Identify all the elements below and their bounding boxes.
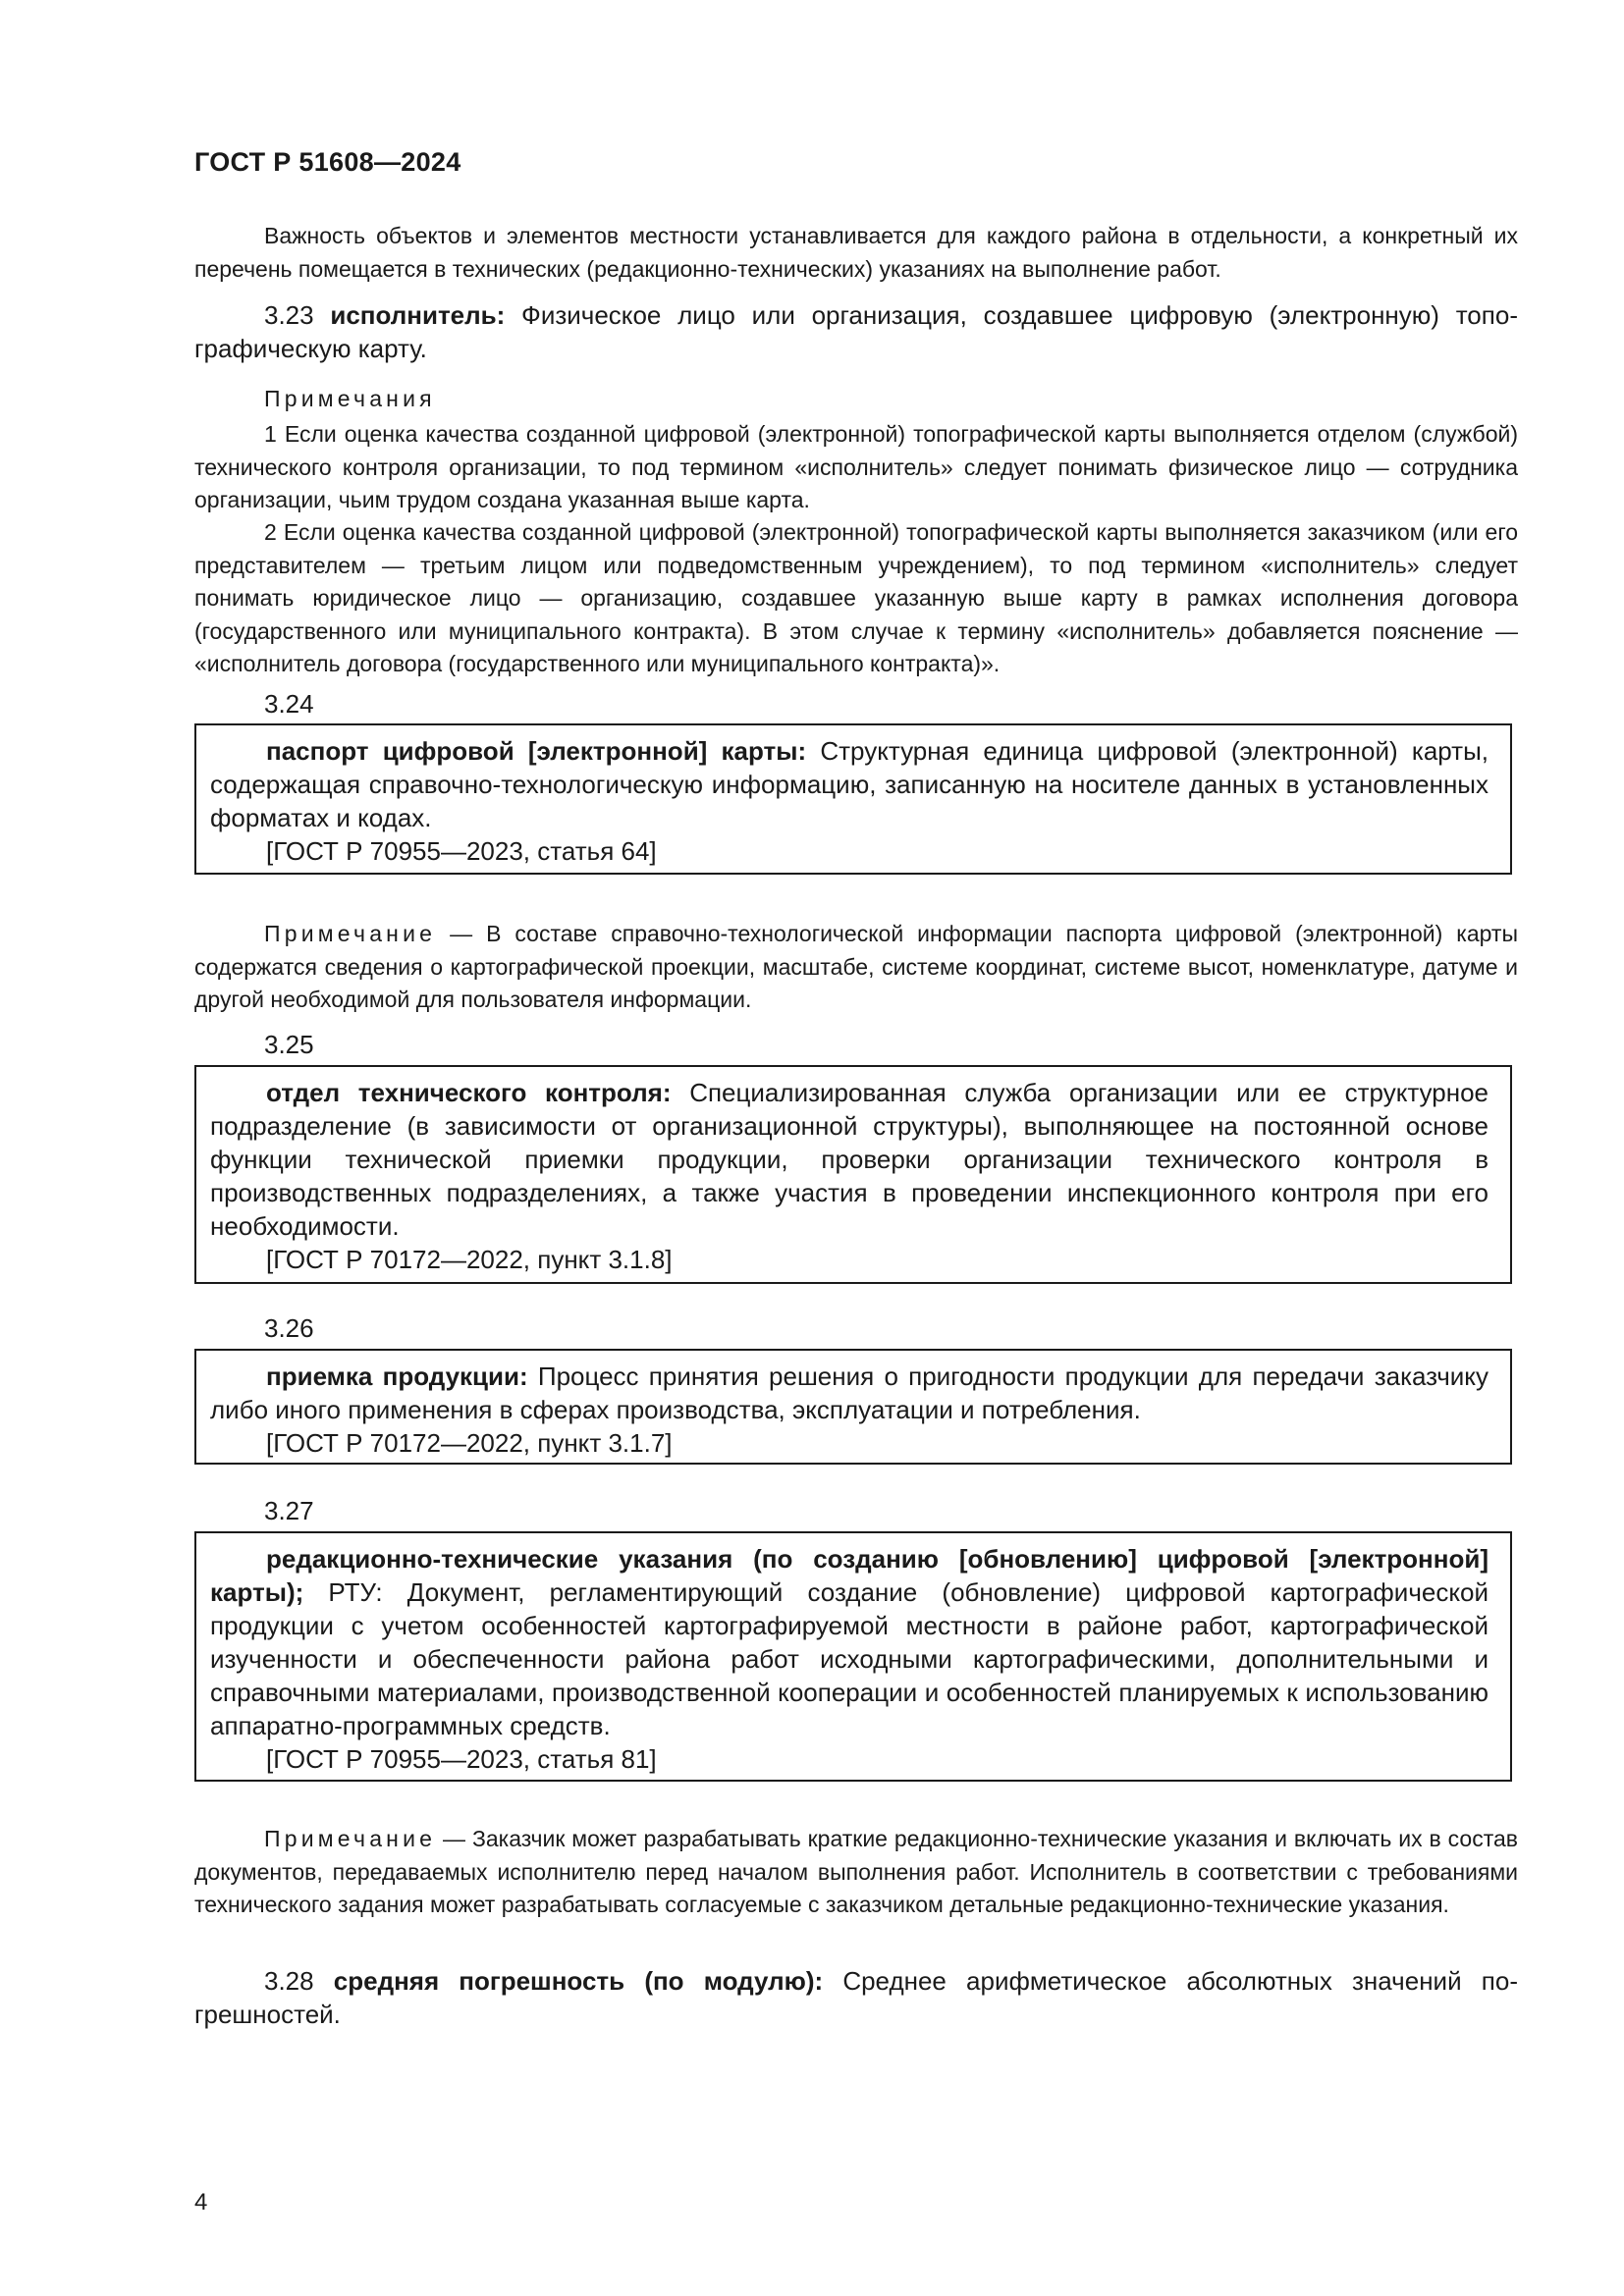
term-3-25-paragraph — [210, 1076, 1489, 1243]
term-definition: РТУ: Документ, регламентирующий создание (обновление) цифровой картографической продукции с учетом особенностей картографируемой местности в районе работ, картографической изученности и обеспеченности района работ исходными картографическими, дополнительными и справочными материалами, производственной кооперации и особенностей планируемых к использованию аппаратно-программных средств. — [210, 1577, 1489, 1740]
note-2 — [194, 516, 1518, 681]
term-name: исполнитель: — [330, 300, 506, 330]
notes-3-23 — [194, 383, 1518, 416]
term-name: средняя погрешность (по модулю): — [333, 1966, 824, 1996]
notes-heading: Примечания — [264, 386, 436, 411]
term-3-24-paragraph — [210, 734, 1489, 834]
term-3-28-paragraph — [194, 1964, 1518, 2031]
note-3-27 — [194, 1823, 1518, 1922]
term-definition: Специализированная служба организации или ее структурное подразделение (в зависимости от организационной структуры), выполняющее на постоянной основе функции технической приемки продукции, проверки организации технического контроля в производственных подразделениях, а также участия в проведении инспекционного контроля при его необходимости. — [210, 1078, 1489, 1241]
term-3-25-number: 3.25 — [264, 1030, 314, 1059]
term-3-27-number: 3.27 — [264, 1496, 314, 1525]
term-definition: Процесс принятия решения о пригодности продукции для передачи заказчику либо иного применения в сферах производства, эксплуатации и потребления. — [210, 1362, 1489, 1424]
term-definition: Среднее арифметическое абсолютных значений погрешностей. — [194, 1966, 1518, 2029]
term-definition: Физическое лицо или организация, создавшее цифровую (электронную) топографическую карту. — [194, 300, 1518, 363]
term-name: редакционно-технические указания (по созданию [обновлению] цифровой [электронной] карты); — [210, 1544, 1489, 1607]
term-3-24-number: 3.24 — [264, 689, 314, 719]
term-source: [ГОСТ Р 70955—2023, статья 81] — [266, 1744, 657, 1774]
term-source: [ГОСТ Р 70172—2022, пункт 3.1.8] — [266, 1245, 673, 1274]
term-number: 3.23 — [264, 300, 314, 330]
term-3-26-paragraph — [210, 1360, 1489, 1426]
intro-paragraph — [194, 220, 1518, 286]
note-label: Примечание — [264, 1826, 437, 1851]
term-definition: Структурная единица цифровой (электронной) карты, содержащая справочно-технологическую информацию, записанную на носителе данных в установленных форматах и кодах. — [210, 736, 1489, 832]
term-name: паспорт цифровой [электронной] карты: — [266, 736, 807, 766]
note-1-text: 1 Если оценка качества созданной цифровой (электронной) топографической карты выполняется отделом (службой) технического контроля организации, то под термином «исполнитель» следует понимать физическое лицо — сотрудника организации, чьим трудом создана указанная выше карта. — [194, 421, 1518, 512]
term-number: 3.28 — [264, 1966, 314, 1996]
term-3-28 — [194, 1964, 1518, 2031]
term-3-27-box — [194, 1531, 1512, 1782]
term-3-26-number: 3.26 — [264, 1313, 314, 1343]
page-number: 4 — [194, 2189, 208, 2216]
term-source: [ГОСТ Р 70955—2023, статья 64] — [266, 836, 657, 866]
term-source: [ГОСТ Р 70172—2022, пункт 3.1.7] — [266, 1428, 673, 1458]
note-label: Примечание — [264, 921, 437, 946]
term-3-23-paragraph — [194, 298, 1518, 365]
term-3-23 — [194, 298, 1518, 365]
note-text: — В составе справочно-технологической информации паспорта цифровой (электронной) карты содержатся сведения о картографической проекции, масштабе, системе координат, системе высот, номенклатуре, датуме и другой необходимой для пользователя информации. — [194, 921, 1519, 1012]
intro-text: Важность объектов и элементов местности устанавливается для каждого района в отдельности, а конкретный их перечень помещается в технических (редакционно-технических) указаниях на выполнение работ. — [194, 223, 1518, 282]
note-3-24-paragraph — [194, 918, 1518, 1017]
note-1 — [194, 418, 1518, 517]
term-3-26-box — [194, 1349, 1512, 1465]
term-3-27-paragraph — [210, 1542, 1489, 1742]
term-3-25-box — [194, 1065, 1512, 1284]
document-header: ГОСТ Р 51608—2024 — [194, 147, 461, 177]
term-name: приемка продукции: — [266, 1362, 528, 1391]
note-text: — Заказчик может разрабатывать краткие редакционно-технические указания и включать их в состав документов, передаваемых исполнителю перед началом выполнения работ. Исполнитель в соответствии с требованиями технического задания может разрабатывать согласуемые с заказчиком детальные редакционно-технические указания. — [194, 1826, 1518, 1917]
term-3-24-box — [194, 723, 1512, 875]
note-2-text: 2 Если оценка качества созданной цифровой (электронной) топографической карты выполняется заказчиком (или его представителем — третьим лицом или подведомственным учреждением), то под термином «исполнитель» следует понимать юридическое лицо — организацию, создавшее указанную выше карту в рамках исполнения договора (государственного или муниципального контракта). В этом случае к термину «исполнитель» добавляется пояснение — «исполнитель договора (государственного или муниципального контракта)». — [194, 519, 1518, 676]
note-3-24 — [194, 918, 1518, 1017]
note-3-27-paragraph — [194, 1823, 1518, 1922]
term-name: отдел технического контроля: — [266, 1078, 672, 1107]
